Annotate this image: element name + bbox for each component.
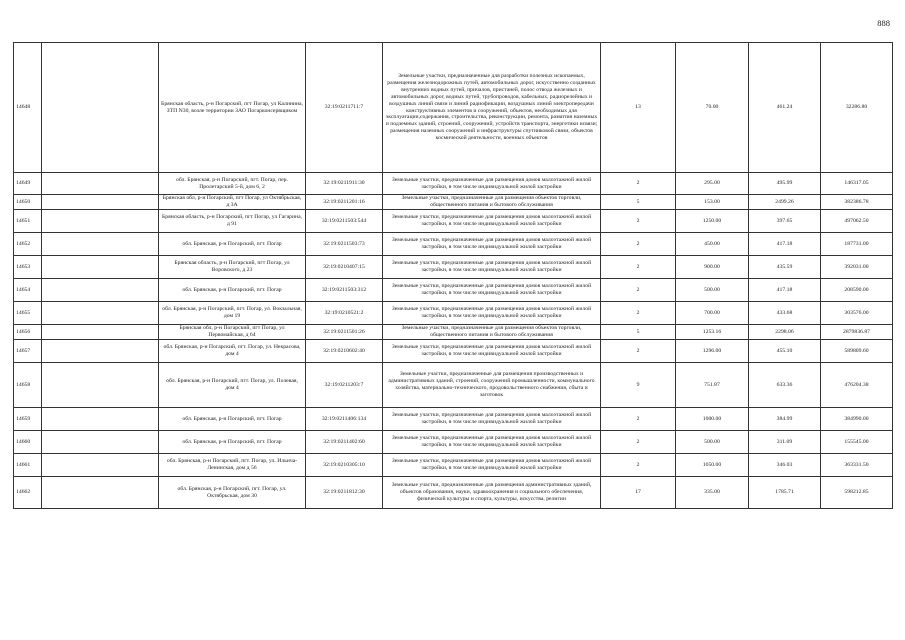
- table-row: [14, 340, 893, 363]
- object-number-cell: 14650: [14, 195, 42, 210]
- group-cell: 2: [601, 233, 676, 256]
- address-cell: обл. Брянская, р-н Погарский, пгт. Погар: [159, 431, 306, 454]
- table-row: [14, 325, 893, 340]
- area-cell: 1050.00: [676, 454, 749, 477]
- specific-value-cell: 384.99: [749, 408, 821, 431]
- specific-value-cell: 346.03: [749, 454, 821, 477]
- object-number-cell: 14648: [14, 43, 42, 173]
- address-cell: обл. Брянская, р-н Погарский, пгт. Погар: [159, 279, 306, 302]
- cadastral-number-cell: 32:19:0211911:30: [306, 173, 383, 195]
- cadastral-number-cell: 32:19:0211503:312: [306, 279, 383, 302]
- specific-value-cell: 435.59: [749, 256, 821, 279]
- area-cell: 500.00: [676, 431, 749, 454]
- group-cell: 2: [601, 454, 676, 477]
- land-use-cell: Земельные участки, предназначенные для размещения домов малоэтажной жилой застройки, в том числе индивидуальной жилой застройки: [383, 279, 601, 302]
- cadastral-number-cell: 32:19:0210407:15: [306, 256, 383, 279]
- table-row: [14, 233, 893, 256]
- area-cell: 900.00: [676, 256, 749, 279]
- area-cell: 700.00: [676, 302, 749, 325]
- blank-cell: [42, 256, 159, 279]
- page-number: 888: [877, 18, 890, 28]
- table-row: [14, 408, 893, 431]
- cadastral-value-cell: 363331.50: [821, 454, 893, 477]
- group-cell: 5: [601, 325, 676, 340]
- cadastral-number-cell: 32:19:0211812:30: [306, 477, 383, 509]
- blank-cell: [42, 454, 159, 477]
- blank-cell: [42, 279, 159, 302]
- cadastral-value-cell: 497062.50: [821, 210, 893, 233]
- address-cell: обл. Брянская, р-н Погарский, пгт. Погар, ул. Октябрьская, дом 30: [159, 477, 306, 509]
- object-number-cell: 14654: [14, 279, 42, 302]
- area-cell: 1296.00: [676, 340, 749, 363]
- area-cell: 70.00: [676, 43, 749, 173]
- cadastral-value-cell: 589809.60: [821, 340, 893, 363]
- specific-value-cell: 2499.26: [749, 195, 821, 210]
- land-use-cell: Земельные участки, предназначенные для размещения домов малоэтажной жилой застройки, в том числе индивидуальной жилой застройки: [383, 340, 601, 363]
- blank-cell: [42, 210, 159, 233]
- cadastral-number-cell: 32:19:0210602:40: [306, 340, 383, 363]
- land-use-cell: Земельные участки, предназначенные для размещения домов малоэтажной жилой застройки, в том числе индивидуальной жилой застройки: [383, 256, 601, 279]
- land-use-cell: Земельные участки, предназначенные для размещения домов малоэтажной жилой застройки, в том числе индивидуальной жилой застройки: [383, 233, 601, 256]
- cadastral-value-cell: 392031.00: [821, 256, 893, 279]
- address-cell: обл. Брянская, р-н Погарский, пгт. Погар, ул. Ильича-Ленинская, дом д 56: [159, 454, 306, 477]
- blank-cell: [42, 173, 159, 195]
- address-cell: обл. Брянская, р-н Погарский, пгт. Погар, ул. Вокзальная, дом 19: [159, 302, 306, 325]
- land-use-cell: Земельные участки, предназначенные для размещения административных зданий, объектов образования, науки, здравоохранения и социального обеспечения, физической культуры и спорта, культуры, искусства, религии: [383, 477, 601, 509]
- object-number-cell: 14662: [14, 477, 42, 509]
- object-number-cell: 14658: [14, 363, 42, 408]
- object-number-cell: 14661: [14, 454, 42, 477]
- group-cell: 2: [601, 302, 676, 325]
- group-cell: 2: [601, 279, 676, 302]
- object-number-cell: 14651: [14, 210, 42, 233]
- blank-cell: [42, 431, 159, 454]
- blank-cell: [42, 408, 159, 431]
- cadastral-value-cell: 382386.78: [821, 195, 893, 210]
- specific-value-cell: 633.36: [749, 363, 821, 408]
- land-use-cell: Земельные участки, предназначенные для размещения производственных и административных зданий, строений, сооружений промышленности, коммунального хозяйства, материально-технического, продовольственного снабжения, сбыта и заготовок: [383, 363, 601, 408]
- area-cell: 153.00: [676, 195, 749, 210]
- blank-cell: [42, 43, 159, 173]
- specific-value-cell: 417.18: [749, 279, 821, 302]
- group-cell: 2: [601, 408, 676, 431]
- specific-value-cell: 397.65: [749, 210, 821, 233]
- table-row: [14, 43, 893, 173]
- cadastral-value-cell: 598212.85: [821, 477, 893, 509]
- table-row: [14, 302, 893, 325]
- cadastral-value-cell: 146317.05: [821, 173, 893, 195]
- object-number-cell: 14659: [14, 408, 42, 431]
- object-number-cell: 14655: [14, 302, 42, 325]
- address-cell: обл. Брянская, р-н Погарский, пгт. Погар: [159, 233, 306, 256]
- specific-value-cell: 461.24: [749, 43, 821, 173]
- address-cell: Брянская область, р-н Погарский, пгт Погар, ул Гагарина, д 91: [159, 210, 306, 233]
- land-use-cell: Земельные участки, предназначенные для размещения домов малоэтажной жилой застройки, в том числе индивидуальной жилой застройки: [383, 173, 601, 195]
- area-cell: 450.00: [676, 233, 749, 256]
- cadastral-number-cell: 32:19:0211201:16: [306, 195, 383, 210]
- land-use-cell: Земельные участки, предназначенные для размещения домов малоэтажной жилой застройки, в том числе индивидуальной жилой застройки: [383, 454, 601, 477]
- table-row: [14, 431, 893, 454]
- group-cell: 2: [601, 340, 676, 363]
- group-cell: 2: [601, 256, 676, 279]
- blank-cell: [42, 325, 159, 340]
- cadastral-number-cell: 32:19:0211503:544: [306, 210, 383, 233]
- specific-value-cell: 311.09: [749, 431, 821, 454]
- specific-value-cell: 455.10: [749, 340, 821, 363]
- table-row: [14, 454, 893, 477]
- table-row: [14, 363, 893, 408]
- group-cell: 17: [601, 477, 676, 509]
- area-cell: 751.87: [676, 363, 749, 408]
- area-cell: 500.00: [676, 279, 749, 302]
- land-use-cell: Земельные участки, предназначенные для размещения домов малоэтажной жилой застройки, в том числе индивидуальной жилой застройки: [383, 408, 601, 431]
- blank-cell: [42, 195, 159, 210]
- cadastral-value-cell: 2879836.87: [821, 325, 893, 340]
- group-cell: 5: [601, 195, 676, 210]
- blank-cell: [42, 302, 159, 325]
- table-row: [14, 195, 893, 210]
- area-cell: 295.00: [676, 173, 749, 195]
- specific-value-cell: 433.68: [749, 302, 821, 325]
- land-use-cell: Земельные участки, предназначенные для размещения объектов торговли, общественного питания и бытового обслуживания: [383, 325, 601, 340]
- cadastral-value-cell: 208590.00: [821, 279, 893, 302]
- cadastral-number-cell: 32:19:0211501:26: [306, 325, 383, 340]
- specific-value-cell: 1785.71: [749, 477, 821, 509]
- object-number-cell: 14649: [14, 173, 42, 195]
- area-cell: 1253.16: [676, 325, 749, 340]
- land-use-cell: Земельные участки, предназначенные для размещения домов малоэтажной жилой застройки, в том числе индивидуальной жилой застройки: [383, 431, 601, 454]
- land-use-cell: Земельные участки, предназначенные для размещения домов малоэтажной жилой застройки, в том числе индивидуальной жилой застройки: [383, 302, 601, 325]
- cadastral-number-cell: 32:19:0211402:60: [306, 431, 383, 454]
- area-cell: 1250.00: [676, 210, 749, 233]
- cadastral-number-cell: 32:19:0211203:7: [306, 363, 383, 408]
- cadastral-number-cell: 32:19:0210305:10: [306, 454, 383, 477]
- specific-value-cell: 417.18: [749, 233, 821, 256]
- table-row: [14, 256, 893, 279]
- object-number-cell: 14657: [14, 340, 42, 363]
- group-cell: 2: [601, 173, 676, 195]
- cadastral-value-cell: 384990.00: [821, 408, 893, 431]
- table-row: [14, 173, 893, 195]
- address-cell: Брянская область, р-н Погарский, пгт Погар, ул Калинина, ЗТП N30, возле территории ЗАО Погарконсервщиком: [159, 43, 306, 173]
- cadastral-value-cell: 476204.38: [821, 363, 893, 408]
- land-use-cell: Земельные участки, предназначенные для размещения объектов торговли, общественного питания и бытового обслуживания: [383, 195, 601, 210]
- table-row: [14, 477, 893, 509]
- land-use-cell: Земельные участки, предназначенные для разработки полезных ископаемых, размещения железнодорожных путей, автомобильных дорог, искусственно созданных внутренних водных путей, причалов, пристаней, полос отвода железных и автомобильных дорог, водных путей, трубопроводов, кабельных, радиорелейных и воздушных линий связи и линий радиофикации, воздушных линий электропередачи конструктивных элементов и сооружений, объектов, необходимых для эксплуатации,содержания, строительства, реконструкции, ремонта, развития наземных и подземных зданий, строений, сооружений, устройств транспорта, энергетики исвязи; размещения наземных сооружений и инфраструктуры спутниковой связи, объектов космической деятельности, военных объектов: [383, 43, 601, 173]
- cadastral-number-cell: 32:19:0210521:2: [306, 302, 383, 325]
- area-cell: 335.00: [676, 477, 749, 509]
- blank-cell: [42, 477, 159, 509]
- address-cell: обл. Брянская, р-н Погарский, пгт. Погар, ул. Некрасова, дом 4: [159, 340, 306, 363]
- blank-cell: [42, 233, 159, 256]
- cadastral-number-cell: 32:19:0211406:134: [306, 408, 383, 431]
- object-number-cell: 14653: [14, 256, 42, 279]
- address-cell: Брянская обл, р-н Погарский, пгт Погар, ул Октябрьская, д 3А: [159, 195, 306, 210]
- object-number-cell: 14660: [14, 431, 42, 454]
- specific-value-cell: 2298.06: [749, 325, 821, 340]
- address-cell: обл. Брянская, р-н Погарский, пгт. Погар, пер. Пролетарский 5-й, дом 6, 2: [159, 173, 306, 195]
- address-cell: Брянская обл, р-н Погарский, пгт Погар, ул Первомайская, д 64: [159, 325, 306, 340]
- cadastral-value-cell: 303576.00: [821, 302, 893, 325]
- specific-value-cell: 495.99: [749, 173, 821, 195]
- table-row: [14, 279, 893, 302]
- group-cell: 13: [601, 43, 676, 173]
- cadastral-value-cell: 187731.00: [821, 233, 893, 256]
- address-cell: обл. Брянская, р-н Погарский, пгт. Погар, ул. Полевая, дом 4: [159, 363, 306, 408]
- area-cell: 1000.00: [676, 408, 749, 431]
- blank-cell: [42, 340, 159, 363]
- table-row: [14, 210, 893, 233]
- cadastral-value-table: [13, 42, 893, 509]
- land-use-cell: Земельные участки, предназначенные для размещения домов малоэтажной жилой застройки, в том числе индивидуальной жилой застройки: [383, 210, 601, 233]
- address-cell: обл. Брянская, р-н Погарский, пгт. Погар: [159, 408, 306, 431]
- cadastral-value-cell: 155545.00: [821, 431, 893, 454]
- group-cell: 2: [601, 210, 676, 233]
- cadastral-number-cell: 32:19:0211711:7: [306, 43, 383, 173]
- cadastral-number-cell: 32:19:0211503:73: [306, 233, 383, 256]
- group-cell: 2: [601, 431, 676, 454]
- cadastral-value-cell: 32286.80: [821, 43, 893, 173]
- blank-cell: [42, 363, 159, 408]
- address-cell: Брянская область, р-н Погарский, пгт Погар, ул Воровского, д 23: [159, 256, 306, 279]
- object-number-cell: 14656: [14, 325, 42, 340]
- object-number-cell: 14652: [14, 233, 42, 256]
- group-cell: 9: [601, 363, 676, 408]
